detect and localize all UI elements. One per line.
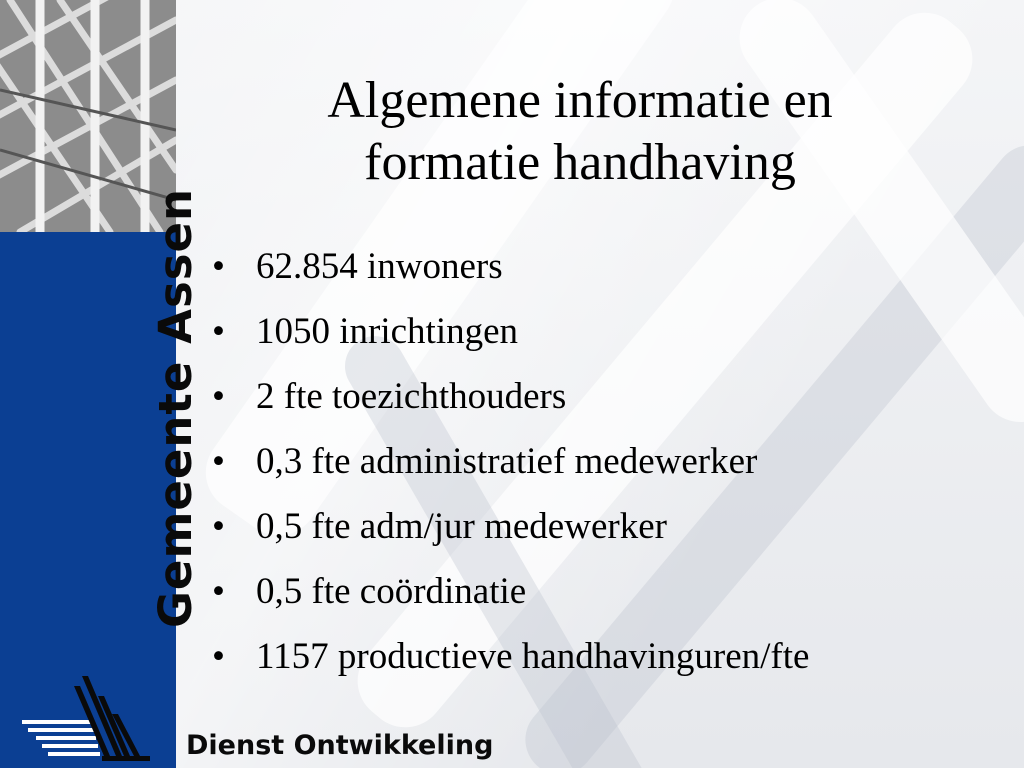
- list-item-text: 0,3 fte administratief medewerker: [256, 441, 758, 482]
- gemeente-assen-logo-icon: [22, 676, 152, 762]
- bullet-icon: •: [212, 571, 225, 612]
- slide-title-line-1: Algemene informatie en: [327, 72, 833, 129]
- list-item-text: 62.854 inwoners: [256, 246, 503, 287]
- list-item: [210, 624, 990, 689]
- list-item-text: 1050 inrichtingen: [256, 311, 519, 352]
- bullet-icon: •: [212, 246, 225, 287]
- list-item: [210, 364, 990, 429]
- bullet-icon: •: [212, 311, 225, 352]
- bullet-icon: •: [212, 441, 225, 482]
- slide-title: [230, 70, 930, 194]
- list-item-text: 0,5 fte adm/jur medewerker: [256, 506, 667, 547]
- list-item: [210, 234, 990, 299]
- bullet-icon: •: [212, 506, 225, 547]
- list-item: [210, 429, 990, 494]
- brand-vertical-text: Gemeente Assen: [149, 187, 202, 628]
- bullet-list: [210, 234, 990, 689]
- slide-title-line-2: formatie handhaving: [364, 134, 796, 191]
- list-item-text: 0,5 fte coördinatie: [256, 571, 527, 612]
- department-footer-text: Dienst Ontwikkeling: [186, 730, 494, 761]
- list-item: [210, 299, 990, 364]
- list-item-text: 1157 productieve handhavinguren/fte: [256, 636, 810, 677]
- list-item: [210, 494, 990, 559]
- bullet-icon: •: [212, 376, 225, 417]
- list-item-text: 2 fte toezichthouders: [256, 376, 567, 417]
- bullet-icon: •: [212, 636, 225, 677]
- list-item: [210, 559, 990, 624]
